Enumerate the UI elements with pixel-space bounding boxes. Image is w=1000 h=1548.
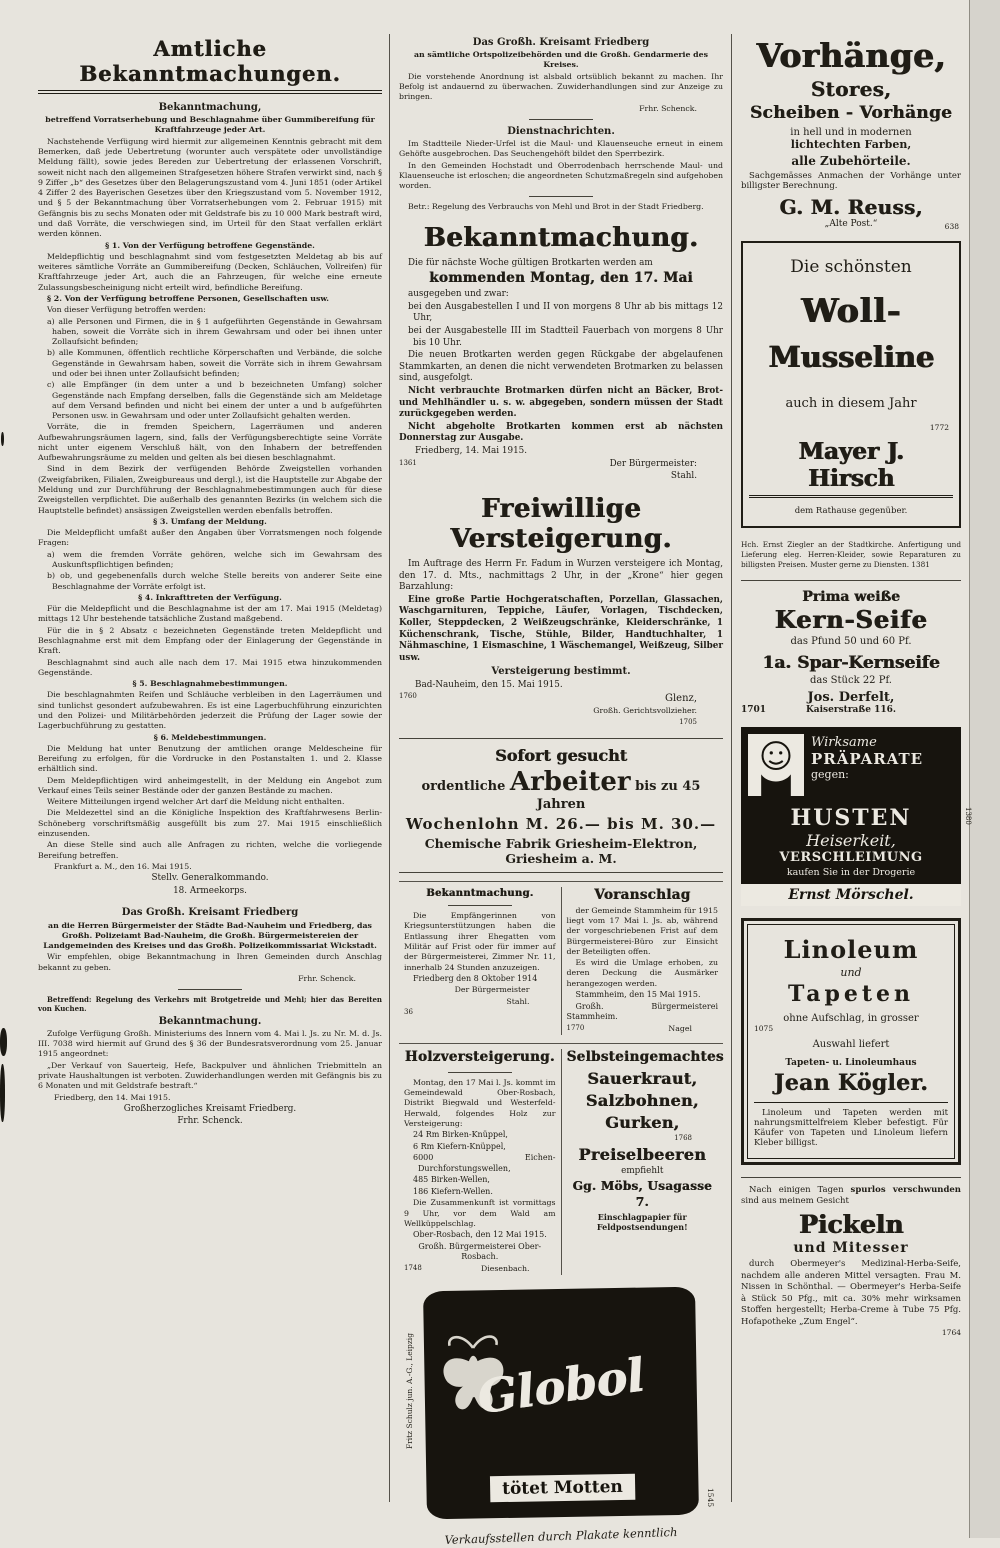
arbeiter-wage: Wochenlohn M. 26.— bis M. 30.— <box>405 814 717 833</box>
seife-address: Kaiserstraße 116. <box>805 704 897 715</box>
text-line: Großh. Gerichtsvollzieher. <box>593 706 697 716</box>
text-line: Für die in § 2 Absatz c bezeichneten Gegenstände treten Meldepflicht und Beschlagnahme erst mit dem Empfang oder der Einlagerung der Gegenstände in Kraft. <box>38 625 382 656</box>
seife-ad-number: 1701 <box>741 704 767 715</box>
scan-artifact <box>1 432 4 446</box>
husten-word: HUSTEN <box>790 804 912 831</box>
text-line: Stellv. Generalkommando. <box>151 873 269 884</box>
linoleum-footnote: Linoleum und Tapeten werden mit nahrungsmittelfreiem Kleber befestigt. Für Käufer von Tapeten und Linoleum liefern Kleber billigst. <box>754 1102 948 1148</box>
text-line: Frhr. Schenck. <box>298 973 356 983</box>
seife-sparkernseife: 1a. Spar-Kernseife <box>762 652 940 673</box>
notice-pair-2 <box>399 1043 723 1275</box>
arbeiter-post: bis zu 45 Jahren <box>536 778 701 812</box>
text-line <box>38 898 382 905</box>
text-line: Betr.: Regelung des Verbrauchs von Mehl und Brot in der Stadt Friedberg. <box>408 202 704 212</box>
text-line <box>448 1072 512 1073</box>
text-line: Eine große Partie Hochgeratschaften, Porzellan, Glassachen, Waschgarnituren, Teppiche, Läufer, Vorlagen, Tischdecken, Koller, Steppdecken, 2 Weißzeugschränke, Kleiderschränke, 1 Küchenschrank, Tische, Stühle, Bilder, Handtuchhalter, 1 Nähmaschine, 1 Eismaschine, 1 Wäschemangel, Weißzeug, Silber usw. <box>399 594 723 663</box>
text-line: Gg. Möbs, Usagasse 7. <box>572 1178 712 1209</box>
musseline-address: dem Rathause gegenüber. <box>794 506 908 516</box>
ad-linoleum-koegler <box>741 918 961 1165</box>
text-line: § 1. Von der Verfügung betroffene Gegenstände. <box>105 240 315 250</box>
vorhaenge-service-note: Sachgemässes Anmachen der Vorhänge unter billigster Berechnung. <box>741 171 961 191</box>
text-line: Das Großh. Kreisamt Friedberg <box>121 907 299 919</box>
vorhaenge-address <box>741 219 961 229</box>
text-line: Das Großh. Kreisamt Friedberg <box>472 37 650 48</box>
globol-black-box <box>423 1287 699 1520</box>
pickeln-intro <box>741 1185 961 1208</box>
text-line: 485 Birken-Wellen, <box>413 1175 490 1185</box>
text-line: Für die Meldepflicht und die Beschlagnahme ist der am 17. Mai 1915 (Meldetag) mittags 12 Uhr bestehende tatsächliche Zustand maßgebend. <box>38 604 382 624</box>
arbeiter-company: Chemische Fabrik Griesheim-Elektron, Griesheim a. M. <box>424 835 698 866</box>
text-line: Stahl. <box>506 996 530 1006</box>
text-line: Der Bürgermeister: <box>609 458 697 469</box>
text-line: Die Empfängerinnen von Kriegsunterstützungen haben die Entlassung ihrer Ehegatten vom Militär auf Frist oder für immer auf der Bürgermeisterei, Zimmer Nr. 11, innerhalb 24 Stunden anzuzeigen. <box>404 911 556 972</box>
husten-ad-number: 1380 <box>964 807 972 825</box>
seife-lead: Prima weiße <box>802 588 900 605</box>
versteigerung-notice <box>399 559 723 728</box>
ziegler-text: Hch. Ernst Ziegler an der Stadtkirche. Anfertigung und Lieferung eleg. Herren-Kleider, sowie Reparaturen zu billigsten Preisen. Muster gerne zu Diensten. <box>741 540 961 569</box>
linoleum-desc-2: Auswahl liefert <box>812 1038 890 1050</box>
husten-praeparate: PRÄPARATE <box>811 749 924 768</box>
text-line: empfiehlt <box>621 1166 664 1177</box>
vorhaenge-zubehoer: alle Zubehörteile. <box>791 154 911 168</box>
pickeln-ad-number: 1764 <box>941 1328 961 1338</box>
right-column <box>741 36 972 1347</box>
text-line: a) wem die fremden Vorräte gehören, welche sich im Gewahrsam des Auskunftspflichtigen befinden; <box>47 549 382 569</box>
text-line: Die für nächste Woche gültigen Brotkarten werden am <box>408 257 653 268</box>
linoleum-desc-1: ohne Aufschlag, in grosser <box>783 1012 919 1024</box>
text-line: Großh. Bürgermeisterei Stammheim. <box>566 1001 718 1022</box>
musseline-merchant: Mayer J. Hirsch <box>749 438 953 498</box>
text-line: Beschlagnahmt sind auch alle nach dem 17. Mai 1915 etwa hinzukommenden Gegenstände. <box>38 657 382 677</box>
text-line <box>529 196 593 197</box>
text-line: Sauerkraut, <box>587 1068 698 1088</box>
text-line <box>178 989 242 990</box>
arbeiter-sofort-gesucht: Sofort gesucht <box>495 745 627 765</box>
text-line: betreffend Vorratserhebung und Beschlagnahme über Gummibereifung für Kraftfahrzeuge jeder Art. <box>45 115 375 135</box>
holzversteigerung-notice <box>399 1049 561 1275</box>
husten-wirksame: Wirksame <box>811 734 877 750</box>
ad-globol <box>399 1289 723 1547</box>
text-line: 1361 <box>399 458 417 467</box>
pickeln-body: durch Obermeyer's Medizinal-Herba-Seife, nachdem alle anderen Mittel versagten. Frau M. Nissen in Schönthal. — Obermeyer's Herba-Seife à Stück 50 Pfg., mit ca. 30% mehr wirksamen Stoffen hergestellt; Herba-Creme à Tube 75 Pfg. Hofapotheke „Zum Engel“. <box>741 1259 961 1327</box>
seife-price-2: das Stück 22 Pf. <box>810 674 892 686</box>
ad-vorhaenge-reuss <box>741 36 961 229</box>
husten-portrait <box>748 734 804 796</box>
text-line: 36 <box>404 1007 413 1016</box>
linoleum-ad-number: 1075 <box>754 1023 774 1033</box>
text-line: Die Zusammenkunft ist vormittags 9 Uhr, vor dem Wald am Wellküppelschlag. <box>404 1198 556 1228</box>
text-line: In den Gemeinden Hochstadt und Oberrodenbach herrschende Maul- und Klauenseuche ist erloschen; die angeordneten Schutzmaßregeln sind aufgehoben worden. <box>399 160 723 191</box>
text-line: Selbsteingemachtes <box>566 1048 724 1065</box>
text-line: Salzbohnen, <box>585 1090 699 1110</box>
seife-address-row <box>741 705 961 715</box>
vorhaenge-desc-2: lichtechten Farben, <box>790 138 912 151</box>
kriegsunterstuetzung-text <box>404 887 556 1018</box>
text-line: Ober-Rosbach, den 12 Mai 1915. <box>413 1230 547 1240</box>
kriegsunterstuetzung-notice <box>399 887 561 1035</box>
ad-woll-musseline <box>741 241 961 528</box>
text-line: Nicht verbrauchte Brotmarken dürfen nicht an Bäcker, Brot- und Mehlhändler u. s. w. abgegeben, sondern müssen der Stadt zurückgegeben werden. <box>399 386 723 420</box>
heading-bekanntmachung-1: Bekanntmachung, <box>158 102 262 113</box>
text-line: Vorräte, die in fremden Speichern, Lagerräumen und anderen Aufbewahrungsräumen lagern, sind, falls der Verfügungsberechtigte seine Vorräte nicht unter eigenem Verschluß hält, von den Inhabern der betreffenden Aufbewahrungsräume zu melden und gelten als bei diesen beschlagnahmt. <box>38 422 382 463</box>
text-line: an die Herren Bürgermeister der Städte Bad-Nauheim und Friedberg, das Großh. Polizeiamt Bad-Nauheim, die Großh. Bürgermeistereien der Landgemeinden des Kreises und das Großh. Polizeikommissariat Wickstadt. <box>43 920 377 951</box>
text-line: Montag, den 17 Mai l. Js. kommt im Gemeindewald Ober-Rosbach, Distrikt Biegwald und Westerfeld-Herwald, folgendes Holz zur Versteigerung: <box>404 1077 556 1128</box>
text-line: Die Meldepflicht umfaßt außer den Angaben über Vorratsmengen noch folgende Fragen: <box>38 528 382 548</box>
globol-brand: Globol <box>473 1347 648 1425</box>
arbeiter-main-line <box>399 767 723 812</box>
text-line: Weitere Mitteilungen irgend welcher Art darf die Meldung nicht enthalten. <box>47 797 345 807</box>
vorhaenge-alte-post: „Alte Post.“ <box>824 219 878 229</box>
tapeten-headline: Tapeten <box>787 980 915 1007</box>
vorhaenge-ad-number: 638 <box>944 222 959 231</box>
text-line: Diesenbach. <box>480 1263 530 1273</box>
seife-price-1: das Pfund 50 und 60 Pf. <box>790 635 912 647</box>
text-line: Die neuen Brotkarten werden gegen Rückgabe der abgelaufenen Stammkarten, an denen die nicht verwendeten Brotmarken zu belassen sind, ausgefolgt. <box>399 350 723 384</box>
scan-artifact <box>0 1028 7 1056</box>
official-announcements-text <box>38 101 382 1128</box>
husten-heiserkeit: Heiserkeit, <box>806 830 896 850</box>
text-line: § 4. Inkrafttreten der Verfügung. <box>138 592 282 602</box>
text-line: 1770 <box>566 1023 585 1032</box>
linoleum-headline: Linoleum <box>783 934 919 964</box>
text-line: Nagel <box>668 1023 692 1033</box>
ad-husten-moerschel <box>741 727 972 906</box>
text-line: bei der Ausgabestelle III im Stadtteil Fauerbach von morgens 8 Uhr bis 10 Uhr. <box>408 326 723 348</box>
text-line: Gurken, <box>605 1112 680 1132</box>
text-line: Betreffend: Regelung des Verkehrs mit Brotgetreide und Mehl; hier das Bereiten von Kuchen. <box>38 995 382 1014</box>
ziegler-ad-number: 1381 <box>911 559 930 569</box>
text-line: Großh. Bürgermeisterei Ober-Rosbach. <box>418 1241 542 1262</box>
vorhaenge-desc-1: in hell und in modernen <box>790 127 912 138</box>
text-line: Sind in dem Bezirk der verfügenden Behörde Zweigstellen vorhanden (Zweigfabriken, Filialen, Zweigbureaus und dergl.), ist die Hauptstelle zur Abgabe der Meldung und zur Durchführung der Beschlagnahmebestimmungen auch für diese Zweigstellen verpflichtet. Die außerhalb des genannten Bezirks (in welchem sich die Hauptstelle befindet) ansässigen Zweigstellen werden ebenfalls betroffen. <box>38 464 382 515</box>
text-line: an sämtliche Ortspolizeibehörden und die Großh. Gendarmerie des Kreises. <box>414 50 708 70</box>
text-line: Stahl. <box>670 471 697 482</box>
heading-brotkarten: Bekanntmachung. <box>423 222 699 253</box>
text-line: c) alle Empfänger (in dem unter a und b bezeichneten Umfang) solcher Gegenstände nach Empfang derselben, falls die Gegenstände sich am Meldetage auf dem Versand befinden und nicht bei einem der unter a und b aufgeführten Personen usw. in Gewahrsam und oder unter Zollaufsicht gehalten werden. <box>47 380 382 421</box>
globol-manufacturer: Fritz Schulz jun. A.-G., Leipzig <box>405 1333 414 1450</box>
text-line: Friedberg, 14. Mai 1915. <box>415 446 528 457</box>
text-line: Nicht abgeholte Brotkarten kommen erst ab nächsten Donnerstag zur Ausgabe. <box>399 421 723 444</box>
text-line: bei den Ausgabestellen I und II von morgens 8 Uhr ab bis mittags 12 Uhr, <box>408 301 723 324</box>
text-line: 18. Armeekorps. <box>173 885 247 896</box>
text-line: Glenz, <box>665 693 697 705</box>
husten-merchant: Ernst Mörschel. <box>741 884 961 906</box>
text-line: 6000 Eichen-Durchforstungswellen, <box>413 1153 556 1173</box>
text-line: Einschlagpapier für Feldpostsendungen! <box>596 1211 688 1233</box>
text-line: „Der Verkauf von Sauerteig, Hefe, Backpulver und ähnlichen Triebmitteln an private Haushaltungen ist verboten. Zuwiderhandlungen werden mit Gefängnis bis zu 6 Monaten und mit Geldstrafe bestraft.“ <box>38 1060 382 1091</box>
text-line: b) ob, und gegebenenfalls durch welche Stelle bereits von anderer Seite eine Beschlagnahme der Vorräte erfolgt ist. <box>47 571 382 591</box>
page-edge <box>969 0 1000 1538</box>
linoleum-inner-box <box>747 924 955 1159</box>
text-line: Großherzogliches Kreisamt Friedberg. <box>123 1103 297 1114</box>
linoleum-merchant: Jean Kögler. <box>773 1069 929 1096</box>
text-line: 186 Kiefern-Wellen. <box>413 1186 493 1196</box>
text-line: Dienstnachrichten. <box>507 125 615 137</box>
vorhaenge-headline: Vorhänge, <box>756 36 946 75</box>
text-line: 1748 <box>404 1263 422 1272</box>
text-line: Voranschlag <box>594 886 691 903</box>
sauerkraut-ad <box>561 1049 724 1275</box>
text-line: Im Auftrage des Herrn Fr. Fadum in Wurzen versteigere ich Montag, den 17. d. Mts., nachmittags 2 Uhr, in der „Krone“ hier gegen Barzahlung: <box>399 558 723 593</box>
text-line: 1768 <box>674 1134 692 1143</box>
text-line: 1760 <box>399 692 417 701</box>
column-rule-2 <box>731 34 732 1502</box>
husten-drogerie-line: kaufen Sie in der Drogerie <box>786 866 916 878</box>
text-line: Im Stadtteile Nieder-Urfel ist die Maul- und Klauenseuche erneut in einem Gehöfte ausgebrochen. Das Seuchengehöft bildet den Sperrbezirk. <box>399 139 723 159</box>
pickeln-intro-c: sind aus meinem Gesicht <box>741 1196 849 1206</box>
voranschlag-text <box>567 887 719 1035</box>
musseline-ad-number: 1772 <box>929 423 949 432</box>
vorhaenge-merchant: G. M. Reuss, <box>779 195 923 219</box>
text-line: Versteigerung bestimmt. <box>491 666 631 678</box>
text-line: Friedberg, den 14. Mai 1915. <box>54 1092 171 1102</box>
text-line: ausgegeben und zwar: <box>408 289 509 300</box>
text-line: Die Meldezettel sind an die Königliche Inspektion des Kraftfahrwesens Berlin-Schöneberg vorschriftsmäßig ausgefüllt bis zum 27. Mai 1915 einschließlich einzusenden. <box>38 808 382 839</box>
text-line: Preiselbeeren <box>578 1145 707 1165</box>
seife-merchant: Jos. Derfelt, <box>807 689 895 705</box>
text-line: 6 Rm Kiefern-Knüppel, <box>413 1141 506 1151</box>
arbeiter-pre: ordentliche <box>421 778 506 794</box>
text-line: An diese Stelle sind auch alle Anfragen zu richten, welche die vorliegende Bereifung betreffen. <box>38 840 382 860</box>
masthead-title: Amtliche Bekanntmachungen. <box>38 36 382 94</box>
text-line: Bad-Nauheim, den 15. Mai 1915. <box>415 679 563 690</box>
text-line: Friedberg den 8 Oktober 1914 <box>413 973 538 983</box>
holzversteigerung-text <box>404 1049 556 1275</box>
ad-ziegler-tailor <box>741 540 961 570</box>
text-line: Von dieser Verfügung betroffen werden: <box>47 305 206 315</box>
text-line: § 5. Beschlagnahmebestimmungen. <box>132 679 288 689</box>
vorhaenge-stores: Stores, <box>810 77 892 101</box>
musseline-season: auch in diesem Jahr <box>785 396 917 411</box>
text-line: Bekanntmachung. <box>426 887 534 899</box>
text-line: Meldepflichtig und beschlagnahmt sind vom festgesetzten Meldetag ab bis auf weiteres sämtliche Vorräte an Gummibereifung (Decken, Schläuchen, Vollreifen) für Kraftfahrzeuge jeder Art, auch die an Fahrzeugen, für welche eine erneute Zulassungsbescheinigung nicht erteilt wird, befindliche Bereifung. <box>38 251 382 292</box>
text-line: Die vorstehende Anordnung ist alsbald ortsüblich bekannt zu machen. Ihr Befolg ist andauernd zu überwachen. Zuwiderhandlungen sind zur Anzeige zu bringen. <box>399 71 723 102</box>
ad-pickeln-herba-seife <box>741 1177 961 1338</box>
voranschlag-notice <box>561 887 724 1035</box>
text-line: 1705 <box>679 717 697 726</box>
pickeln-headline: Pickeln <box>798 1210 904 1240</box>
text-line: § 2. Von der Verfügung betroffene Personen, Gesellschaften usw. <box>47 293 329 303</box>
text-line: Stammheim, den 15 Mai 1915. <box>575 989 701 999</box>
kreisamt-notice <box>399 36 723 213</box>
text-line: b) alle Kommunen, öffentlich rechtliche Körperschaften und Verbände, die solche Gegenstände in Gewahrsam haben, soweit die Vorräte sich in ihrem Gewahrsam und oder bei ihnen unter Zollaufsicht befinden; <box>47 348 382 378</box>
husten-verschleimung: VERSCHLEIMUNG <box>779 849 923 865</box>
globol-footnote: Verkaufsstellen durch Plakate kenntlich <box>444 1525 678 1548</box>
text-line: Es wird die Umlage erhoben, zu deren Deckung die Ausmärker herangezogen werden. <box>566 958 718 988</box>
ad-kernseife-derfelt <box>741 580 961 715</box>
text-line: Frhr. Schenck. <box>177 1116 243 1127</box>
notice-pair-1 <box>399 881 723 1035</box>
text-line: Wir empfehlen, obige Bekanntmachung in Ihren Gemeinden durch Anschlag bekannt zu geben. <box>38 952 382 972</box>
text-line: Nachstehende Verfügung wird hiermit zur allgemeinen Kenntnis gebracht mit dem Bemerken, daß jede Uebertretung (worunter auch verspätete oder unvollständige Meldung fällt), sowie jedes Bereden zur Uebertretung der erlassenen Vorschrift, soweit nicht nach den allgemeinen Strafgesetzen höhere Strafen verwirkt sind, nach § 9 Ziffer „b“ des Gesetzes über den Belagerungszustand vom 4. Juni 1851 (oder Artikel 4 Ziffer 2 des Bayerischen Gesetzes über den Kriegszustand vom 5. November 1912, und § 5 der Bekanntmachung über Vorratserhebungen vom 2. Februar 1915) mit Gefängnis bis zu sechs Monaten oder mit Geldstrafe bis zu 10 000 Mark bestraft wird, und daß Vorräte, die verschwiegen sind, im Urteil für den Staat verfallen erklärt werden können. <box>38 136 382 239</box>
text-line <box>529 119 593 120</box>
arbeiter-word: Arbeiter <box>509 766 631 797</box>
sauerkraut-text <box>566 1048 724 1233</box>
linoleum-store-type: Tapeten- u. Linoleumhaus <box>785 1057 917 1068</box>
husten-header-block <box>811 735 953 801</box>
ad-arbeiter-griesheim <box>399 738 723 873</box>
text-line: § 6. Meldebestimmungen. <box>153 732 267 742</box>
musseline-lead: Die schönsten <box>790 257 912 277</box>
text-line: 24 Rm Birken-Knüppel, <box>413 1130 508 1140</box>
seife-kernseife: Kern-Seife <box>774 604 928 634</box>
musseline-woll: Woll- <box>800 291 902 330</box>
mitesser-headline: und Mitesser <box>793 1240 909 1257</box>
text-line: Die Meldung hat unter Benutzung der amtlichen orange Meldescheine für Bereifung zu erfolgen, für die Vordrucke in den Postanstalten 1. und 2. Klasse erhältlich sind. <box>38 743 382 774</box>
text-line: Frankfurt a. M., den 16. Mai 1915. <box>54 861 192 871</box>
text-line: der Gemeinde Stammheim für 1915 liegt vom 17 Mai l. Js. ab, während der vorgeschriebenen Frist auf dem Bürgermeisterei-Büro zur Einsicht der Beteiligten offen. <box>566 905 718 956</box>
pickeln-intro-a: Nach einigen Tagen <box>749 1184 851 1195</box>
text-line: Die beschlagnahmten Reifen und Schläuche verbleiben in den Lagerräumen und sind tunlichst gesondert aufzubewahren. Es ist eine Lagerbuchführung einzurichten und den Polizei- und Militärbehörden jederzeit die Prüfung der Lager sowie der Lagerbuchführung zu gestatten. <box>38 690 382 731</box>
face-icon <box>748 734 804 796</box>
text-line: Holzversteigerung. <box>404 1048 555 1065</box>
scan-artifact <box>0 1064 5 1122</box>
musseline-name: Musseline <box>768 340 934 374</box>
text-line: Dem Meldepflichtigen wird anheimgestellt, in der Meldung ein Angebot zum Verkauf eines Teils seiner Bestände oder der ganzen Bestände zu machen. <box>38 775 382 795</box>
middle-column <box>399 36 723 1547</box>
pickeln-intro-b: spurlos verschwunden <box>850 1184 961 1195</box>
text-line <box>448 905 512 906</box>
column-rule-1 <box>389 34 390 1502</box>
vorhaenge-scheiben: Scheiben - Vorhänge <box>749 103 953 123</box>
globol-claim: tötet Motten <box>490 1474 635 1503</box>
husten-gegen: gegen: <box>811 767 849 781</box>
text-line: § 3. Umfang der Meldung. <box>153 516 267 526</box>
text-line: kommenden Montag, den 17. Mai <box>429 270 693 287</box>
brotkarten-notice <box>399 258 723 484</box>
heading-versteigerung: Freiwillige Versteigerung. <box>450 493 672 554</box>
linoleum-und: und <box>840 965 862 979</box>
text-line: a) alle Personen und Firmen, die in § 1 aufgeführten Gegenstände in Gewahrsam haben, soweit die Vorräte sich in ihrem Gewahrsam und oder bei ihnen unter Zollaufsicht befinden; <box>47 316 382 347</box>
left-column <box>38 36 382 1129</box>
text-line: Frhr. Schenck. <box>639 103 697 113</box>
text-line: Bekanntmachung. <box>158 1015 262 1027</box>
text-line: Zufolge Verfügung Großh. Ministeriums des Innern vom 4. Mai l. Js. zu Nr. M. d. Js. III. 7038 wird hiermit auf Grund des § 36 der Bundesratsverordnung vom 25. Januar 1915 angeordnet: <box>38 1028 382 1059</box>
text-line: Der Bürgermeister <box>454 985 530 995</box>
globol-ad-number: 1545 <box>706 1488 715 1508</box>
